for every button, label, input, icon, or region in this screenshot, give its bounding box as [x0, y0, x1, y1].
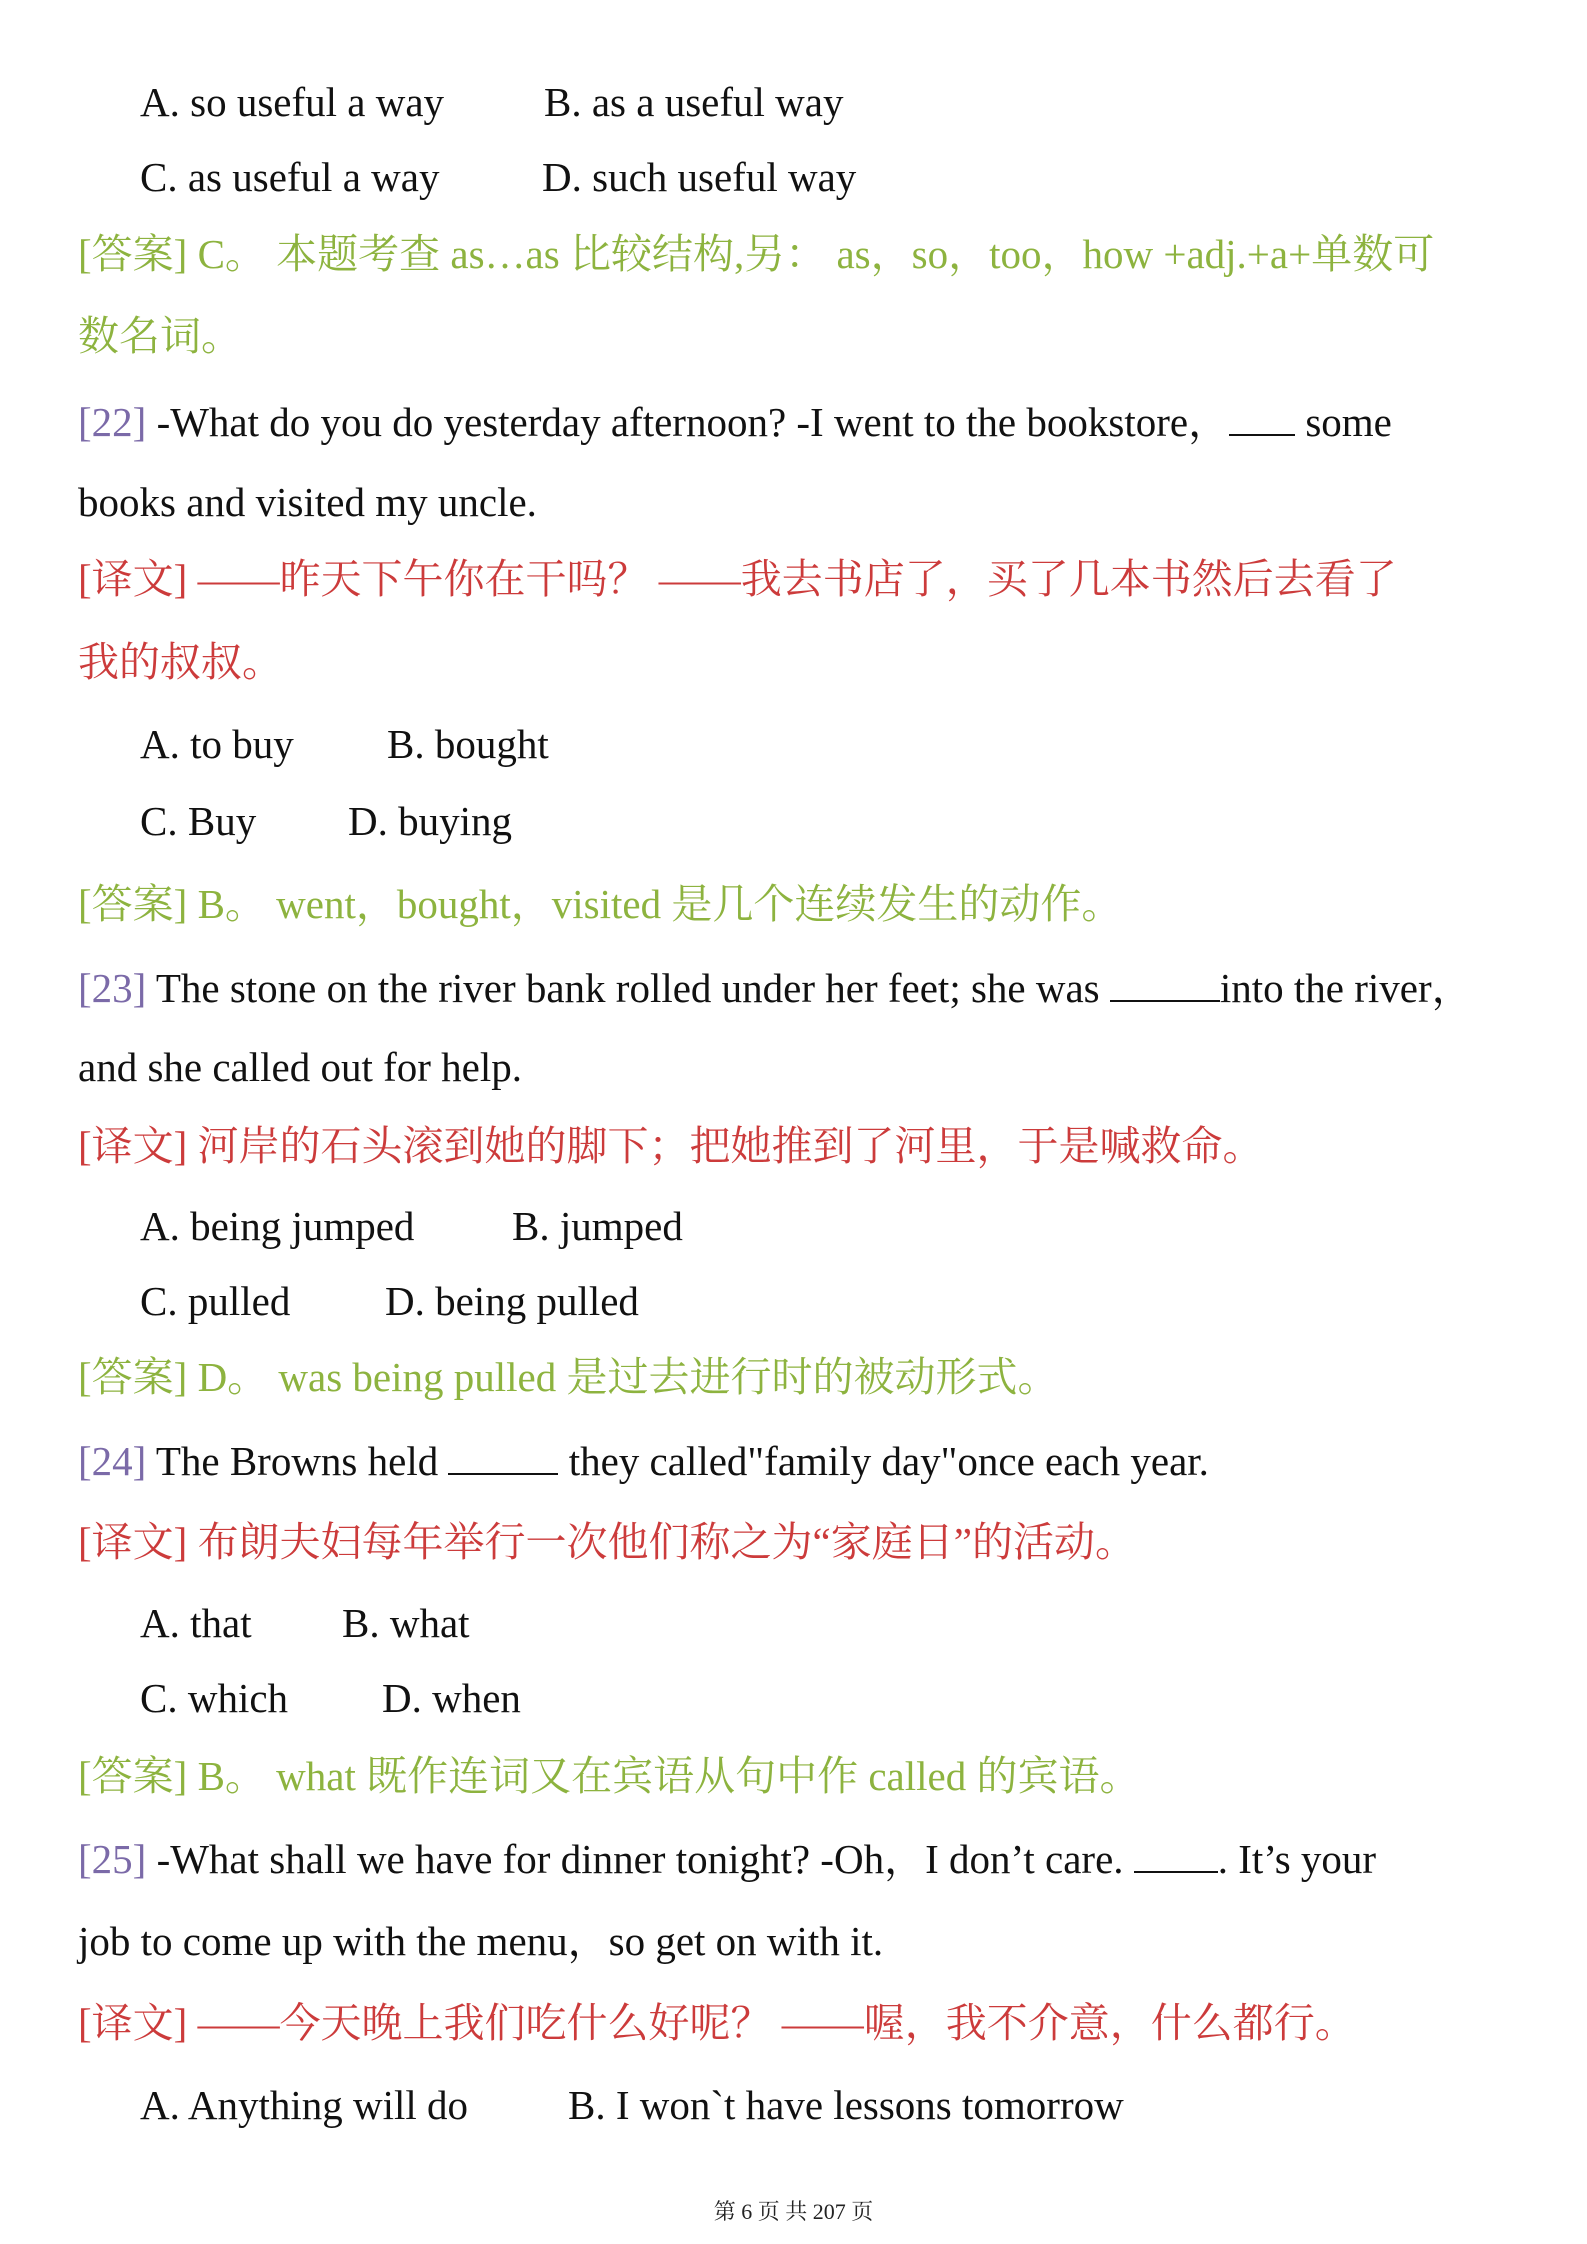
q25-question-continued: job to come up with the menu，so get on with it. [78, 1918, 884, 1964]
q23-answer [78, 1351, 1059, 1403]
q22-option-c: C. Buy [140, 798, 257, 844]
translation-tag: [译文] [78, 1519, 188, 1565]
question-number: [24] [78, 1438, 147, 1484]
q22-answer [78, 878, 1122, 930]
q23-question [78, 962, 1473, 1014]
q25-option-a: A. Anything will do [140, 2082, 469, 2128]
translation-text: ——今天晚上我们吃什么好呢？ ——喔，我不介意，什么都行。 [187, 2000, 1356, 2046]
q22-option-a: A. to buy [140, 721, 294, 767]
q23-translation [78, 1120, 1264, 1172]
answer-blank [1229, 400, 1295, 436]
answer-text: B。 went，bought，visited 是几个连续发生的动作。 [187, 881, 1123, 927]
answer-tag: [答案] [78, 1753, 188, 1799]
q23-option-a: A. being jumped [140, 1203, 415, 1249]
question-text-tail: some [1295, 399, 1392, 445]
q25-question [78, 1833, 1376, 1885]
question-text: -What do you do yesterday afternoon? -I went to the bookstore， [146, 399, 1230, 445]
q23-option-c: C. pulled [140, 1278, 291, 1324]
translation-tag: [译文] [78, 556, 188, 602]
answer-tag: [答案] [78, 231, 188, 277]
q25-option-b: B. I won`t have lessons tomorrow [568, 2082, 1124, 2128]
q23-question-continued: and she called out for help. [78, 1044, 523, 1090]
question-text-tail: they called"family day"once each year. [558, 1438, 1209, 1484]
q23-option-d: D. being pulled [385, 1278, 639, 1324]
translation-tag: [译文] [78, 2000, 188, 2046]
translation-tag: [译文] [78, 1123, 188, 1169]
q21-option-b: B. as a useful way [544, 79, 844, 125]
q21-answer [78, 228, 1434, 280]
q24-translation [78, 1516, 1136, 1568]
answer-blank [448, 1439, 558, 1475]
q24-option-d: D. when [382, 1675, 521, 1721]
translation-text: 布朗夫妇每年举行一次他们称之为“家庭日”的活动。 [187, 1519, 1136, 1565]
q24-option-b: B. what [342, 1600, 470, 1646]
answer-text: B。 what 既作连词又在宾语从句中作 called 的宾语。 [187, 1753, 1141, 1799]
answer-blank [1134, 1837, 1218, 1873]
question-text: The stone on the river bank rolled under her feet; she was [146, 965, 1110, 1011]
q24-option-c: C. which [140, 1675, 289, 1721]
q21-option-d: D. such useful way [542, 154, 857, 200]
answer-text: D。 was being pulled 是过去进行时的被动形式。 [187, 1354, 1059, 1400]
q24-answer [78, 1750, 1140, 1802]
question-text-tail: . It’s your [1217, 1836, 1377, 1882]
question-number: [25] [78, 1836, 147, 1882]
translation-text: 河岸的石头滚到她的脚下；把她推到了河里，于是喊救命。 [187, 1123, 1264, 1169]
q22-question-continued: books and visited my uncle. [78, 479, 537, 525]
question-number: [22] [78, 399, 147, 445]
question-number: [23] [78, 965, 147, 1011]
answer-text: C。 本题考查 as…as 比较结构,另： as，so，too，how +adj.+a+单数可 [187, 231, 1435, 277]
q21-answer-continued: 数名词。 [78, 313, 242, 359]
q21-option-c: C. as useful a way [140, 154, 440, 200]
q23-option-b: B. jumped [512, 1203, 683, 1249]
answer-tag: [答案] [78, 881, 188, 927]
q22-translation-continued: 我的叔叔。 [78, 639, 283, 685]
page-number-footer: 第 6 页 共 207 页 [713, 2199, 874, 2224]
q22-option-b: B. bought [387, 721, 549, 767]
question-text-tail: into the river， [1219, 965, 1473, 1011]
q22-question [78, 396, 1392, 448]
translation-text: ——昨天下午你在干吗？ ——我去书店了，买了几本书然后去看了 [187, 556, 1397, 602]
question-text: -What shall we have for dinner tonight? -Oh，I don’t care. [146, 1836, 1134, 1882]
q24-question [78, 1435, 1209, 1487]
answer-tag: [答案] [78, 1354, 188, 1400]
q22-translation [78, 553, 1397, 605]
answer-blank [1110, 966, 1220, 1002]
q25-translation [78, 1997, 1356, 2049]
question-text: The Browns held [146, 1438, 449, 1484]
q21-option-a: A. so useful a way [140, 79, 445, 125]
q22-option-d: D. buying [348, 798, 512, 844]
q24-option-a: A. that [140, 1600, 252, 1646]
